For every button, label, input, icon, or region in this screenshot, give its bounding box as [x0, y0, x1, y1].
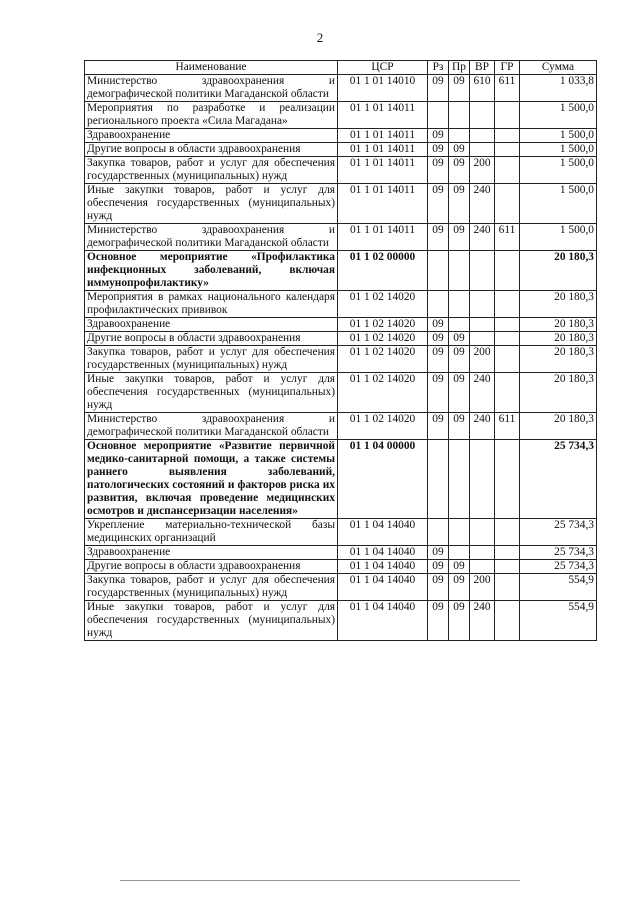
cell-sum: 20 180,3	[520, 318, 597, 332]
cell-sum: 1 500,0	[520, 143, 597, 157]
cell-rz: 09	[428, 157, 449, 184]
cell-pr: 09	[449, 224, 470, 251]
table-row	[85, 440, 597, 519]
header-vr: ВР	[470, 61, 495, 75]
cell-pr	[449, 440, 470, 519]
cell-vr	[470, 560, 495, 574]
cell-gr	[495, 251, 520, 291]
table-row	[85, 413, 597, 440]
cell-vr	[470, 546, 495, 560]
cell-sum: 1 500,0	[520, 102, 597, 129]
cell-name: Закупка товаров, работ и услуг для обеспечения государственных (муниципальных) нужд	[85, 157, 338, 184]
cell-pr: 09	[449, 560, 470, 574]
cell-pr	[449, 251, 470, 291]
cell-vr: 240	[470, 413, 495, 440]
header-sum: Сумма	[520, 61, 597, 75]
cell-pr: 09	[449, 157, 470, 184]
table-row	[85, 251, 597, 291]
cell-gr	[495, 332, 520, 346]
cell-pr	[449, 519, 470, 546]
cell-pr: 09	[449, 373, 470, 413]
table-row	[85, 291, 597, 318]
table-row	[85, 373, 597, 413]
table-row	[85, 224, 597, 251]
cell-csr: 01 1 04 14040	[338, 560, 428, 574]
cell-vr: 610	[470, 75, 495, 102]
table-row	[85, 346, 597, 373]
cell-vr	[470, 143, 495, 157]
cell-sum: 20 180,3	[520, 291, 597, 318]
cell-rz: 09	[428, 546, 449, 560]
cell-csr: 01 1 01 14011	[338, 184, 428, 224]
cell-rz: 09	[428, 143, 449, 157]
cell-name: Здравоохранение	[85, 129, 338, 143]
cell-sum: 25 734,3	[520, 560, 597, 574]
table-row	[85, 574, 597, 601]
cell-name: Министерство здравоохранения и демографической политики Магаданской области	[85, 75, 338, 102]
header-csr: ЦСР	[338, 61, 428, 75]
cell-rz	[428, 102, 449, 129]
cell-name: Иные закупки товаров, работ и услуг для обеспечения государственных (муниципальных) нужд	[85, 601, 338, 641]
cell-gr	[495, 102, 520, 129]
table-row	[85, 560, 597, 574]
cell-rz: 09	[428, 560, 449, 574]
table-row	[85, 519, 597, 546]
cell-csr: 01 1 04 14040	[338, 574, 428, 601]
table-row	[85, 143, 597, 157]
cell-sum: 554,9	[520, 601, 597, 641]
cell-csr: 01 1 01 14011	[338, 157, 428, 184]
cell-gr	[495, 318, 520, 332]
cell-vr	[470, 251, 495, 291]
table-header-row	[85, 61, 597, 75]
cell-vr	[470, 440, 495, 519]
cell-pr: 09	[449, 75, 470, 102]
cell-name: Другие вопросы в области здравоохранения	[85, 560, 338, 574]
cell-rz: 09	[428, 129, 449, 143]
cell-gr	[495, 601, 520, 641]
table-body	[85, 75, 597, 641]
header-rz: Рз	[428, 61, 449, 75]
cell-pr: 09	[449, 574, 470, 601]
cell-gr	[495, 291, 520, 318]
cell-pr	[449, 291, 470, 318]
cell-name: Мероприятия по разработке и реализации регионального проекта «Сила Магадана»	[85, 102, 338, 129]
table-row	[85, 129, 597, 143]
cell-csr: 01 1 02 00000	[338, 251, 428, 291]
cell-pr	[449, 129, 470, 143]
cell-name: Здравоохранение	[85, 546, 338, 560]
cell-csr: 01 1 04 14040	[338, 601, 428, 641]
cell-name: Министерство здравоохранения и демографической политики Магаданской области	[85, 224, 338, 251]
cell-vr	[470, 332, 495, 346]
cell-vr: 200	[470, 157, 495, 184]
cell-sum: 1 500,0	[520, 224, 597, 251]
cell-vr: 240	[470, 184, 495, 224]
cell-pr	[449, 102, 470, 129]
cell-sum: 25 734,3	[520, 519, 597, 546]
cell-sum: 25 734,3	[520, 440, 597, 519]
cell-vr	[470, 291, 495, 318]
cell-csr: 01 1 04 14040	[338, 519, 428, 546]
cell-gr	[495, 519, 520, 546]
cell-csr: 01 1 02 14020	[338, 318, 428, 332]
cell-rz	[428, 440, 449, 519]
table-row	[85, 157, 597, 184]
cell-csr: 01 1 04 14040	[338, 546, 428, 560]
cell-gr	[495, 373, 520, 413]
header-gr: ГР	[495, 61, 520, 75]
cell-csr: 01 1 01 14011	[338, 102, 428, 129]
cell-csr: 01 1 02 14020	[338, 413, 428, 440]
cell-rz	[428, 291, 449, 318]
cell-pr: 09	[449, 332, 470, 346]
cell-name: Министерство здравоохранения и демографической политики Магаданской области	[85, 413, 338, 440]
cell-sum: 1 500,0	[520, 129, 597, 143]
cell-gr	[495, 440, 520, 519]
cell-vr	[470, 129, 495, 143]
cell-csr: 01 1 02 14020	[338, 373, 428, 413]
cell-rz: 09	[428, 332, 449, 346]
table-row	[85, 546, 597, 560]
cell-vr: 200	[470, 346, 495, 373]
table-row	[85, 75, 597, 102]
cell-csr: 01 1 02 14020	[338, 332, 428, 346]
cell-gr	[495, 546, 520, 560]
table-row	[85, 102, 597, 129]
cell-gr	[495, 184, 520, 224]
cell-vr: 200	[470, 574, 495, 601]
cell-vr: 240	[470, 601, 495, 641]
cell-rz: 09	[428, 318, 449, 332]
cell-name: Иные закупки товаров, работ и услуг для обеспечения государственных (муниципальных) нужд	[85, 373, 338, 413]
cell-gr	[495, 129, 520, 143]
cell-sum: 25 734,3	[520, 546, 597, 560]
cell-csr: 01 1 01 14010	[338, 75, 428, 102]
cell-vr	[470, 318, 495, 332]
cell-rz: 09	[428, 75, 449, 102]
cell-pr: 09	[449, 601, 470, 641]
cell-name: Основное мероприятие «Профилактика инфекционных заболеваний, включая иммунопрофилактику»	[85, 251, 338, 291]
budget-table	[84, 60, 597, 641]
cell-gr	[495, 157, 520, 184]
header-name: Наименование	[85, 61, 338, 75]
table-row	[85, 184, 597, 224]
cell-name: Мероприятия в рамках национального календаря профилактических прививок	[85, 291, 338, 318]
cell-gr: 611	[495, 224, 520, 251]
cell-pr: 09	[449, 143, 470, 157]
cell-sum: 20 180,3	[520, 413, 597, 440]
cell-name: Другие вопросы в области здравоохранения	[85, 332, 338, 346]
cell-name: Здравоохранение	[85, 318, 338, 332]
cell-gr	[495, 574, 520, 601]
cell-name: Основное мероприятие «Развитие первичной медико-санитарной помощи, а также системы раннего выявления заболеваний, патологических состояний и факторов риска их развития, включая проведение медицинских осмотров и диспансеризации населения»	[85, 440, 338, 519]
cell-sum: 1 500,0	[520, 157, 597, 184]
cell-rz: 09	[428, 601, 449, 641]
table-row	[85, 601, 597, 641]
cell-csr: 01 1 01 14011	[338, 224, 428, 251]
cell-name: Другие вопросы в области здравоохранения	[85, 143, 338, 157]
cell-rz: 09	[428, 224, 449, 251]
cell-csr: 01 1 04 00000	[338, 440, 428, 519]
cell-rz: 09	[428, 373, 449, 413]
cell-rz	[428, 519, 449, 546]
cell-rz: 09	[428, 574, 449, 601]
cell-pr: 09	[449, 346, 470, 373]
cell-pr	[449, 318, 470, 332]
cell-csr: 01 1 01 14011	[338, 143, 428, 157]
cell-name: Укрепление материально-технической базы медицинских организаций	[85, 519, 338, 546]
cell-gr: 611	[495, 413, 520, 440]
cell-rz: 09	[428, 413, 449, 440]
cell-gr	[495, 143, 520, 157]
cell-sum: 1 033,8	[520, 75, 597, 102]
page-number: 2	[316, 30, 324, 45]
cell-sum: 1 500,0	[520, 184, 597, 224]
cell-sum: 20 180,3	[520, 251, 597, 291]
cell-sum: 20 180,3	[520, 332, 597, 346]
bottom-rule	[120, 880, 520, 881]
cell-vr: 240	[470, 224, 495, 251]
header-pr: Пр	[449, 61, 470, 75]
cell-csr: 01 1 01 14011	[338, 129, 428, 143]
cell-rz: 09	[428, 184, 449, 224]
cell-gr: 611	[495, 75, 520, 102]
cell-pr: 09	[449, 413, 470, 440]
cell-name: Закупка товаров, работ и услуг для обеспечения государственных (муниципальных) нужд	[85, 346, 338, 373]
cell-vr	[470, 102, 495, 129]
cell-gr	[495, 560, 520, 574]
cell-rz	[428, 251, 449, 291]
cell-pr: 09	[449, 184, 470, 224]
cell-vr	[470, 519, 495, 546]
table-row	[85, 318, 597, 332]
table-row	[85, 332, 597, 346]
cell-vr: 240	[470, 373, 495, 413]
cell-sum: 20 180,3	[520, 373, 597, 413]
cell-csr: 01 1 02 14020	[338, 346, 428, 373]
cell-csr: 01 1 02 14020	[338, 291, 428, 318]
cell-gr	[495, 346, 520, 373]
cell-sum: 554,9	[520, 574, 597, 601]
cell-pr	[449, 546, 470, 560]
cell-rz: 09	[428, 346, 449, 373]
cell-sum: 20 180,3	[520, 346, 597, 373]
cell-name: Иные закупки товаров, работ и услуг для обеспечения государственных (муниципальных) нужд	[85, 184, 338, 224]
cell-name: Закупка товаров, работ и услуг для обеспечения государственных (муниципальных) нужд	[85, 574, 338, 601]
